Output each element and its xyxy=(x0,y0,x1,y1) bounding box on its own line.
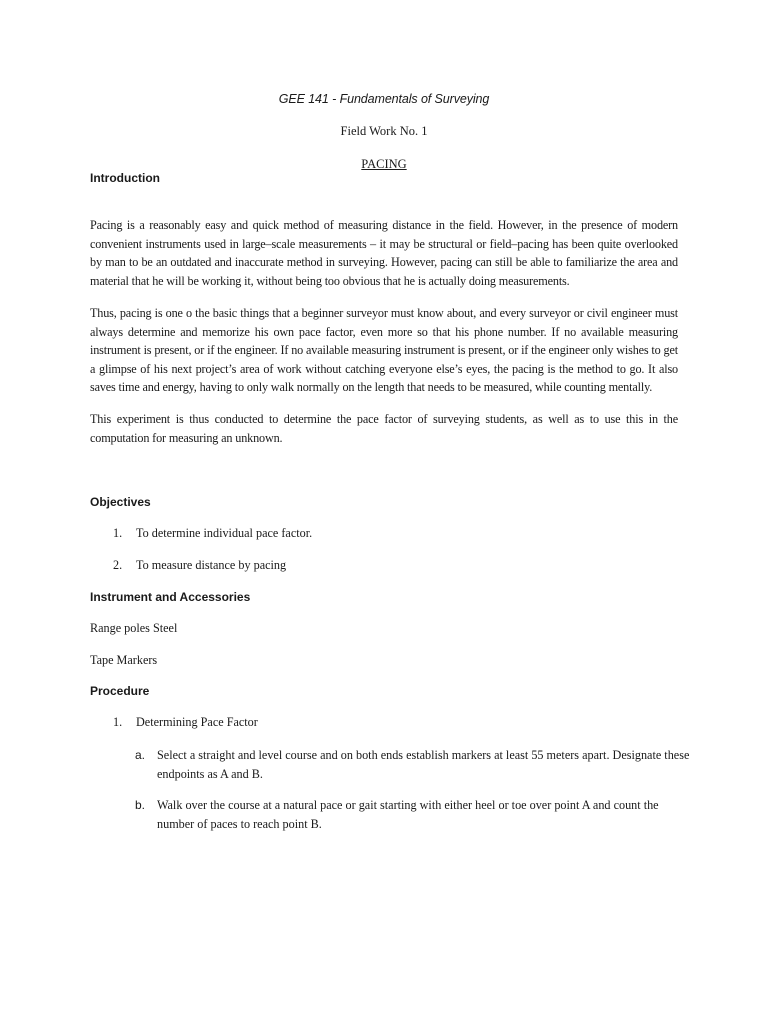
instruments-heading: Instrument and Accessories xyxy=(90,590,251,604)
objective-text: To determine individual pace factor. xyxy=(136,526,313,540)
instrument-line: Range poles Steel xyxy=(90,621,178,635)
procedure-text: Determining Pace Factor xyxy=(136,715,258,729)
objective-item xyxy=(113,526,312,541)
procedure-item xyxy=(113,715,258,730)
objective-item xyxy=(113,558,286,573)
intro-paragraph-3: This experiment is thus conducted to determine the pace factor of surveying students, as well as to use this in the computation for measuring an unknown. xyxy=(90,412,678,445)
topic-title: PACING xyxy=(361,157,407,171)
procedure-heading: Procedure xyxy=(90,684,150,698)
procedure-sub-item xyxy=(135,796,695,834)
sub-item-letter: b. xyxy=(135,798,146,812)
field-work-number: Field Work No. 1 xyxy=(340,124,428,138)
objectives-heading: Objectives xyxy=(90,495,151,509)
procedure-sub-item xyxy=(135,746,695,784)
objective-text: To measure distance by pacing xyxy=(136,558,287,572)
intro-paragraph-1: Pacing is a reasonably easy and quick method of measuring distance in the field. However, in the presence of modern convenient instruments used in large–scale measurements – it may be structural or field–pacing has been quite overlooked by man to be an outdated and inaccurate method in surveying. However, pacing can still be able to familiarize the area and material that he will be working it, without being too obvious that he is actually doing measurements. xyxy=(90,218,678,288)
sub-item-letter: a. xyxy=(135,748,146,762)
course-title: GEE 141 - Fundamentals of Surveying xyxy=(278,92,490,106)
intro-paragraph-2: Thus, pacing is one o the basic things that a beginner surveyor must know about, and every surveyor or civil engineer must always determine and memorize his own pace factor, even more so that his phone number. If no available measuring instrument is present, or if the engineer. If no available measuring instrument is present, or if the engineer only wishes to get a glimpse of his next project’s area of work without catching everyone else’s eyes, the pacing is the method to go. It also saves time and energy, having to only walk normally on the length that needs to be measured, while counting mentally. xyxy=(90,306,678,394)
sub-item-text: Walk over the course at a natural pace or gait starting with either heel or toe over point A and count the number of paces to reach point B. xyxy=(157,798,659,831)
objective-number: 1. xyxy=(113,526,123,540)
objective-number: 2. xyxy=(113,558,123,572)
introduction-heading: Introduction xyxy=(90,171,160,185)
procedure-number: 1. xyxy=(113,715,123,729)
instrument-line: Tape Markers xyxy=(90,653,158,667)
sub-item-text: Select a straight and level course and on both ends establish markers at least 55 meters apart. Designate these endpoints as A and B. xyxy=(157,748,690,781)
